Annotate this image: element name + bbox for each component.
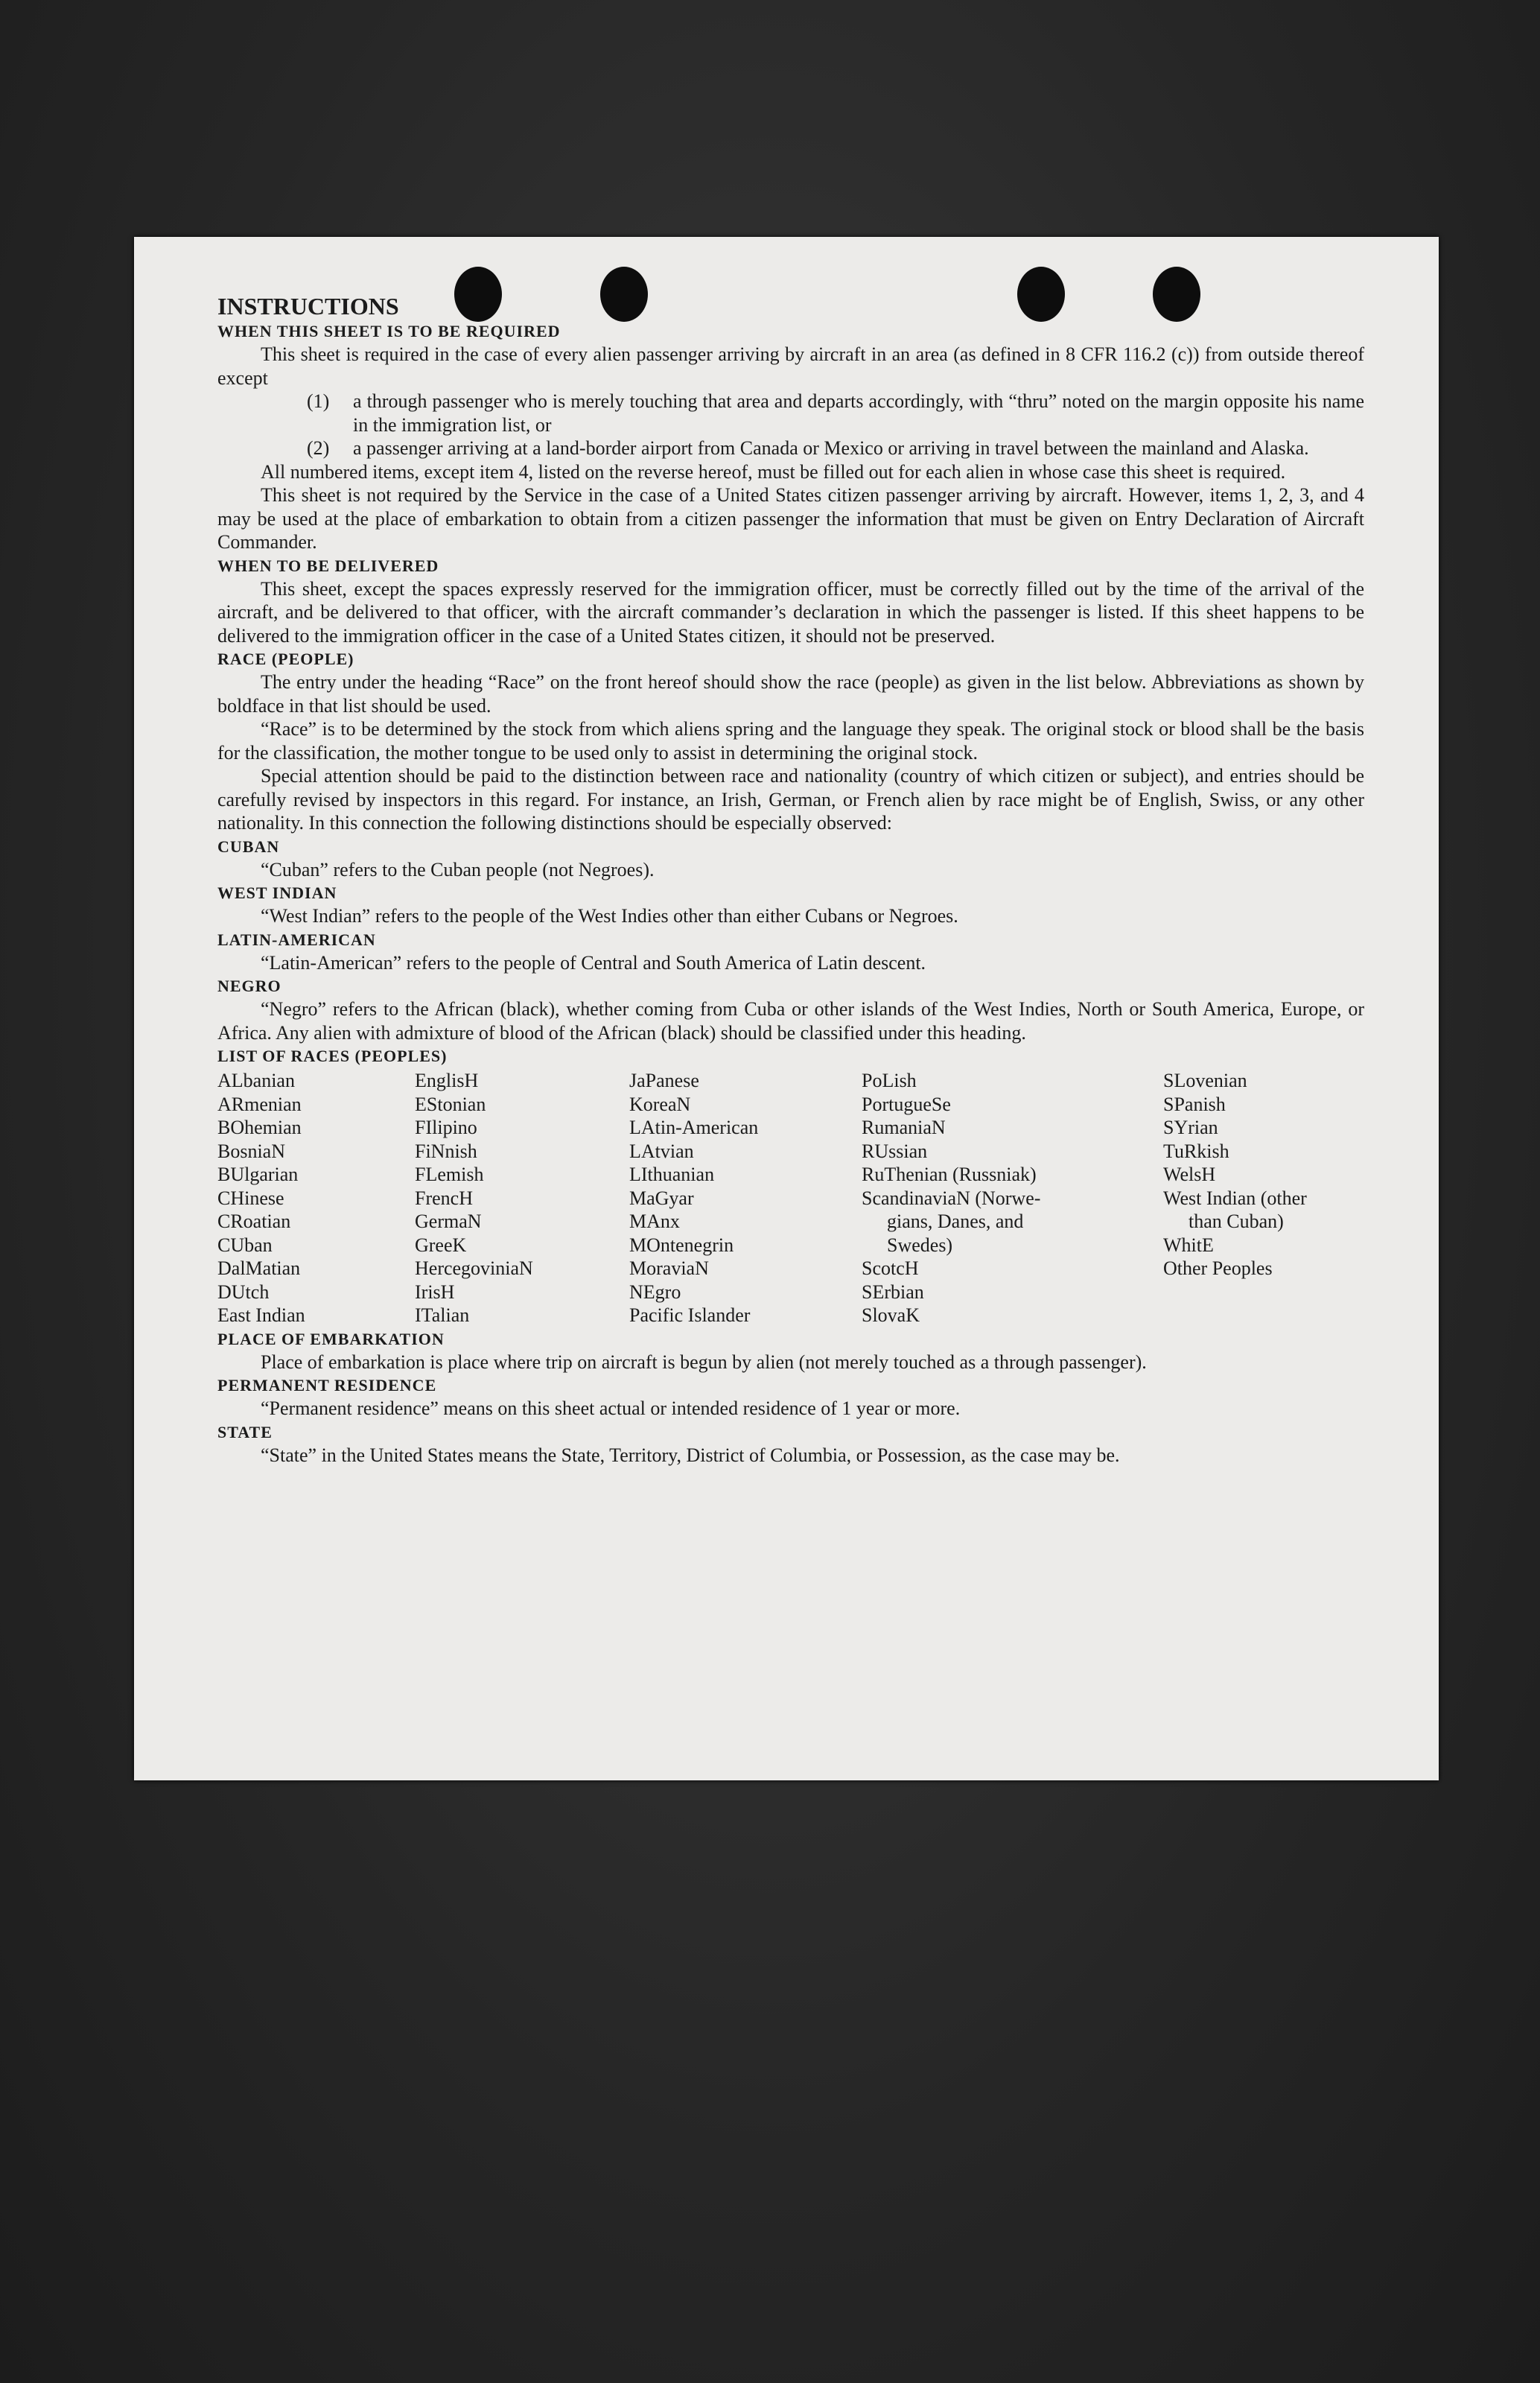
section-heading-cuban: CUBAN (217, 837, 280, 856)
section-heading-latin-american: LATIN-AMERICAN (217, 930, 376, 949)
race-entry: GermaN (415, 1210, 482, 1232)
race-entry: RumaniaN (862, 1117, 946, 1138)
race-entry: DalMatian (217, 1257, 301, 1279)
race-entry: WelsH (1163, 1164, 1216, 1185)
race-entry: FIlipino (415, 1117, 477, 1138)
race-entry: WhitE (1163, 1234, 1214, 1256)
race-entry: than Cuban) (1189, 1210, 1284, 1232)
required-intro: This sheet is required in the case of every alien passenger arriving by aircraft in an area (as defined in 8 CFR 116.2 (c)) from outside thereof except (217, 343, 1364, 389)
exception-item: (1) a through passenger who is merely touching that area and departs accordingly, with “thru” noted on the margin opposite his name in the immigration list, or (307, 390, 1364, 436)
document-page (134, 237, 1439, 1780)
race-entry: TuRkish (1163, 1140, 1229, 1162)
race-entry: PoLish (862, 1070, 917, 1091)
delivered-text: This sheet, except the spaces expressly reserved for the immigration officer, must be correctly filled out by the time of the arrival of the aircraft, and be delivered to that officer, with the aircraft commander’s declaration in which the passenger is listed. If this sheet happens to be delivered to the immigration officer in the case of a United States citizen, it should not be preserved. (217, 577, 1364, 647)
race-entry: LAtvian (629, 1140, 694, 1162)
race-entry: West Indian (other (1163, 1187, 1307, 1209)
race-entry: CRoatian (217, 1210, 291, 1232)
required-para-numbered-items: All numbered items, except item 4, listed on the reverse hereof, must be filled out for each alien in whose case this sheet is required. (261, 460, 1286, 483)
race-entry: ITalian (415, 1304, 470, 1326)
instructions-body (217, 293, 1364, 1467)
race-entry: PortugueSe (862, 1093, 951, 1115)
residence-text: “Permanent residence” means on this sheet actual or intended residence of 1 year or more. (261, 1397, 961, 1419)
race-entry: BUlgarian (217, 1164, 299, 1185)
race-entry: RUssian (862, 1140, 928, 1162)
races-column (629, 1069, 862, 1327)
section-heading-state: STATE (217, 1422, 273, 1441)
race-entry: RuThenian (Russniak) (862, 1164, 1037, 1185)
race-entry: Pacific Islander (629, 1304, 751, 1326)
race-entry: gians, Danes, and (887, 1210, 1024, 1232)
race-entry: BosniaN (217, 1140, 285, 1162)
race-entry: FiNnish (415, 1140, 477, 1162)
race-entry: East Indian (217, 1304, 305, 1326)
section-heading-west-indian: WEST INDIAN (217, 883, 337, 902)
race-entry: JaPanese (629, 1070, 699, 1091)
race-entry: SLovenian (1163, 1070, 1247, 1091)
race-entry: CHinese (217, 1187, 284, 1209)
race-entry: DUtch (217, 1281, 270, 1303)
race-entry: MOntenegrin (629, 1234, 734, 1256)
race-entry: LAtin-American (629, 1117, 759, 1138)
section-heading-residence: PERMANENT RESIDENCE (217, 1376, 437, 1394)
race-entry: ARmenian (217, 1093, 302, 1115)
page-title: INSTRUCTIONS (217, 293, 399, 320)
exception-item: (2) a passenger arriving at a land-border airport from Canada or Mexico or arriving in travel between the mainland and Alaska. (307, 437, 1309, 459)
latin-american-text: “Latin-American” refers to the people of Central and South America of Latin descent. (261, 951, 926, 974)
races-column (1163, 1069, 1364, 1327)
required-para-citizen: This sheet is not required by the Service in the case of a United States citizen passenger arriving by aircraft. However, items 1, 2, 3, and 4 may be used at the place of embarkation to obtain from a citizen passenger the information that must be given on Entry Declaration of Aircraft Commander. (217, 484, 1364, 553)
section-heading-negro: NEGRO (217, 977, 281, 995)
race-entry: ALbanian (217, 1070, 295, 1091)
race-entry: FrencH (415, 1187, 473, 1209)
section-heading-race: RACE (PEOPLE) (217, 650, 354, 668)
race-entry: GreeK (415, 1234, 467, 1256)
races-column (415, 1069, 629, 1327)
race-entry: SErbian (862, 1281, 924, 1303)
race-para-3: Special attention should be paid to the distinction between race and nationality (country of which citizen or subject), and entries should be carefully revised by inspectors in this regard. For instance, an Irish, German, or French alien by race might be of English, Swiss, or any other nationality. In this connection the following distinctions should be especially observed: (217, 765, 1364, 834)
race-entry: HercegoviniaN (415, 1257, 533, 1279)
race-entry: MAnx (629, 1210, 680, 1232)
embarkation-text: Place of embarkation is place where trip on aircraft is begun by alien (not merely touched as a through passenger). (261, 1351, 1147, 1373)
race-entry: SYrian (1163, 1117, 1218, 1138)
race-entry: KoreaN (629, 1093, 691, 1115)
races-column (862, 1069, 1163, 1327)
race-entry: NEgro (629, 1281, 681, 1303)
cuban-text: “Cuban” refers to the Cuban people (not Negroes). (261, 858, 655, 880)
race-entry: ScotcH (862, 1257, 919, 1279)
race-entry: Swedes) (887, 1234, 953, 1256)
race-entry: LIthuanian (629, 1164, 715, 1185)
race-entry: MaGyar (629, 1187, 694, 1209)
race-entry: MoraviaN (629, 1257, 709, 1279)
west-indian-text: “West Indian” refers to the people of the West Indies other than either Cubans or Negroes. (261, 905, 958, 927)
negro-text: “Negro” refers to the African (black), whether coming from Cuba or other islands of the West Indies, North or South America, Europe, or Africa. Any alien with admixture of blood of the African (black) should be classified under this heading. (217, 998, 1364, 1044)
races-column (217, 1069, 415, 1327)
race-entry: SPanish (1163, 1093, 1226, 1115)
race-entry: ScandinaviaN (Norwe- (862, 1187, 1041, 1209)
race-entry: CUban (217, 1234, 273, 1256)
race-entry: IrisH (415, 1281, 455, 1303)
section-heading-list-of-races: LIST OF RACES (PEOPLES) (217, 1047, 448, 1065)
race-entry: BOhemian (217, 1117, 302, 1138)
race-entry: EnglisH (415, 1070, 479, 1091)
race-entry: EStonian (415, 1093, 486, 1115)
race-entry: SlovaK (862, 1304, 920, 1326)
races-list (217, 1069, 1364, 1327)
state-text: “State” in the United States means the State, Territory, District of Columbia, or Possession, as the case may be. (261, 1444, 1120, 1466)
race-entry: Other Peoples (1163, 1257, 1273, 1279)
race-entry: FLemish (415, 1164, 484, 1185)
section-heading-delivered: WHEN TO BE DELIVERED (217, 556, 439, 575)
section-heading-embarkation: PLACE OF EMBARKATION (217, 1329, 445, 1348)
race-para-2: “Race” is to be determined by the stock from which aliens spring and the language they speak. The original stock or blood shall be the basis for the classification, the mother tongue to be used only to assist in determining the original stock. (217, 718, 1364, 764)
race-para-1: The entry under the heading “Race” on the front hereof should show the race (people) as given in the list below. Abbreviations as shown by boldface in that list should be used. (217, 671, 1364, 717)
section-heading-required: WHEN THIS SHEET IS TO BE REQUIRED (217, 322, 561, 340)
